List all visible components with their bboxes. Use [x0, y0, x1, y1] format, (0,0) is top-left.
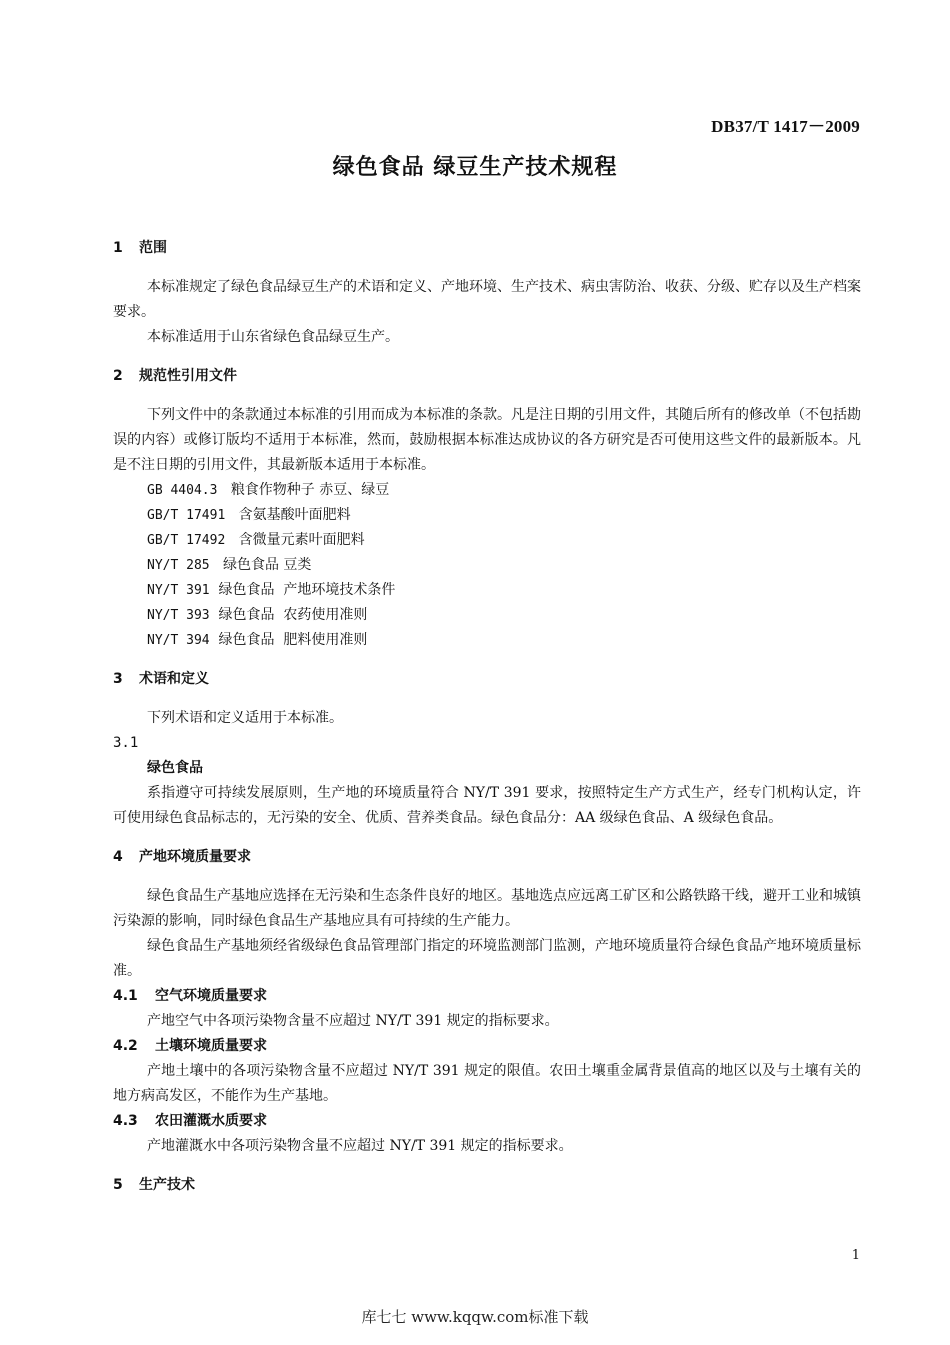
paragraph: 本标准规定了绿色食品绿豆生产的术语和定义、产地环境、生产技术、病虫害防治、收获、分级、贮存以及生产档案要求。	[113, 279, 861, 320]
section-2-heading	[113, 364, 861, 389]
reference-item: GB/T 17491 含氨基酸叶面肥料	[147, 507, 351, 523]
page-number: 1	[851, 1248, 860, 1263]
subsection-4-1-heading	[113, 984, 861, 1009]
section-number: 3	[113, 671, 123, 687]
section-1-heading	[113, 236, 861, 261]
section-title: 范围	[139, 240, 167, 256]
subsection-number: 4.3	[113, 1113, 138, 1129]
reference-item: NY/T 391 绿色食品 产地环境技术条件	[147, 582, 396, 598]
reference-item: NY/T 394 绿色食品 肥料使用准则	[147, 632, 368, 648]
subsection-number: 4.2	[113, 1038, 138, 1054]
section-4-heading	[113, 845, 861, 870]
subsection-4-2-heading	[113, 1034, 861, 1059]
section-number: 1	[113, 240, 123, 256]
paragraph: 本标准适用于山东省绿色食品绿豆生产。	[147, 329, 399, 345]
reference-item: NY/T 285 绿色食品 豆类	[147, 557, 312, 573]
subsection-4-3-heading	[113, 1109, 861, 1134]
paragraph: 产地土壤中的各项污染物含量不应超过 NY/T 391 规定的限值。农田土壤重金属背景值高的地区以及与土壤有关的地方病高发区，不能作为生产基地。	[113, 1063, 861, 1104]
reference-item: GB/T 17492 含微量元素叶面肥料	[147, 532, 365, 548]
paragraph: 产地空气中各项污染物含量不应超过 NY/T 391 规定的指标要求。	[147, 1013, 559, 1029]
paragraph: 下列术语和定义适用于本标准。	[147, 710, 343, 726]
document-body	[113, 236, 861, 1198]
reference-item: GB 4404.3 粮食作物种子 赤豆、绿豆	[147, 482, 390, 498]
term-name: 绿色食品	[147, 760, 203, 776]
reference-item: NY/T 393 绿色食品 农药使用准则	[147, 607, 368, 623]
section-5-heading	[113, 1173, 861, 1198]
footer-watermark: 库七七 www.kqqw.com标准下载	[361, 1308, 589, 1326]
subsection-title: 农田灌溉水质要求	[155, 1113, 267, 1129]
section-title: 产地环境质量要求	[139, 849, 251, 865]
subsection-title: 土壤环境质量要求	[155, 1038, 267, 1054]
paragraph: 产地灌溉水中各项污染物含量不应超过 NY/T 391 规定的指标要求。	[147, 1138, 573, 1154]
paragraph: 绿色食品生产基地应选择在无污染和生态条件良好的地区。基地选点应远离工矿区和公路铁路干线，避开工业和城镇污染源的影响，同时绿色食品生产基地应具有可持续的生产能力。	[113, 888, 861, 929]
paragraph: 绿色食品生产基地须经省级绿色食品管理部门指定的环境监测部门监测，产地环境质量符合绿色食品产地环境质量标准。	[113, 938, 861, 979]
subsection-title: 空气环境质量要求	[155, 988, 267, 1004]
section-title: 术语和定义	[139, 671, 209, 687]
standard-code: DB37/T 1417－2009	[711, 117, 860, 136]
section-title: 规范性引用文件	[139, 368, 237, 384]
section-3-heading	[113, 667, 861, 692]
subsection-number: 4.1	[113, 988, 138, 1004]
section-number: 5	[113, 1177, 123, 1193]
document-title: 绿色食品 绿豆生产技术规程	[332, 155, 618, 180]
paragraph: 下列文件中的条款通过本标准的引用而成为本标准的条款。凡是注日期的引用文件，其随后所有的修改单（不包括勘误的内容）或修订版均不适用于本标准，然而，鼓励根据本标准达成协议的各方研究是否可使用这些文件的最新版本。凡是不注日期的引用文件，其最新版本适用于本标准。	[113, 407, 861, 473]
term-definition: 系指遵守可持续发展原则，生产地的环境质量符合 NY/T 391 要求，按照特定生产方式生产，经专门机构认定，许可使用绿色食品标志的，无污染的安全、优质、营养类食品。绿色食品分：AA 级绿色食品、A 级绿色食品。	[113, 785, 861, 826]
reference-list	[113, 478, 861, 653]
section-number: 2	[113, 368, 123, 384]
section-number: 4	[113, 849, 123, 865]
term-number: 3.1	[113, 735, 139, 751]
section-title: 生产技术	[139, 1177, 195, 1193]
